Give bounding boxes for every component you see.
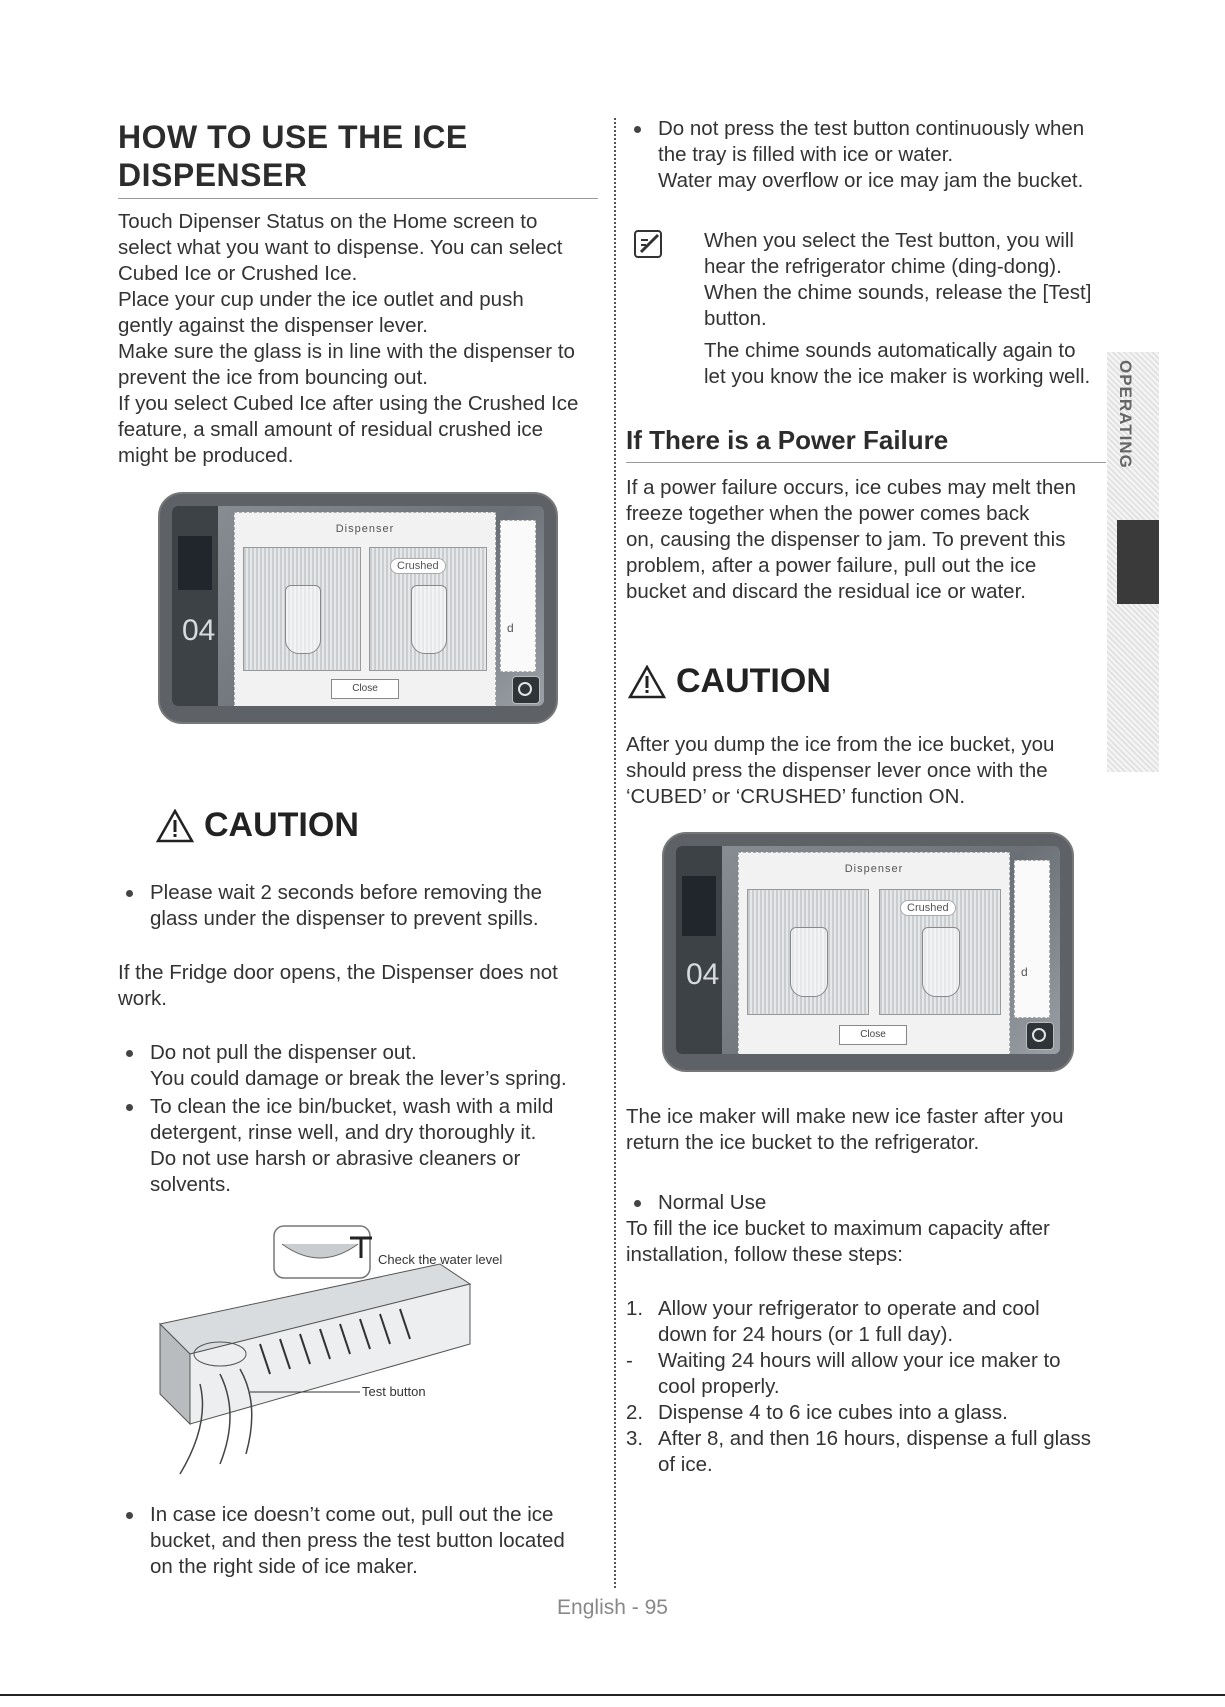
caution-line: After you dump the ice from the ice bucket, you	[626, 733, 1055, 756]
bullet-line: Do not pull the dispenser out.	[150, 1041, 417, 1064]
section-side-tab	[1107, 352, 1159, 772]
bullet-line: Please wait 2 seconds before removing the	[150, 881, 543, 904]
section-rule	[626, 462, 1106, 463]
cup-icon	[411, 585, 448, 654]
screen-sidebar	[676, 846, 722, 1054]
panel-letter: d	[507, 621, 514, 635]
panel-title: Dispenser	[335, 523, 395, 535]
warning-triangle-icon	[156, 809, 194, 843]
water-tray-icon	[282, 1244, 358, 1258]
right-panel	[1014, 860, 1050, 1018]
left-final-bullet	[118, 1502, 598, 1580]
note-line: When you select the Test button, you will	[704, 229, 1074, 252]
step-marker: 1.	[626, 1297, 644, 1320]
bullet-item	[626, 1190, 1106, 1216]
power-failure-section	[626, 424, 1106, 605]
note-line: work.	[118, 987, 167, 1010]
step-item	[626, 1426, 1106, 1478]
bullet-line: detergent, rinse well, and dry thoroughly it.	[150, 1121, 537, 1144]
step-item	[626, 1296, 1106, 1348]
step-line: down for 24 hours (or 1 full day).	[658, 1323, 954, 1346]
step-line: After 8, and then 16 hours, dispense a full glass	[658, 1427, 1092, 1450]
steps-list	[626, 1296, 1106, 1478]
power-failure-title: If There is a Power Failure	[626, 425, 949, 455]
bullet-line: the tray is filled with ice or water.	[658, 143, 954, 166]
bottom-border	[0, 1694, 1225, 1696]
intro-line: gently against the dispenser lever.	[118, 314, 428, 337]
cubed-tile[interactable]	[747, 889, 869, 1015]
dispenser-panel	[234, 512, 496, 706]
crushed-label: Crushed	[390, 558, 446, 574]
intro-line: select what you want to dispense. You can select	[118, 236, 563, 259]
bullet-line: You could damage or break the lever’s spring.	[150, 1067, 567, 1090]
right-caution-text	[626, 732, 1106, 810]
intro-line: feature, a small amount of residual crushed ice	[118, 418, 544, 441]
close-button[interactable]: Close	[331, 679, 399, 699]
bullet-item	[118, 880, 598, 932]
bullet-dot	[126, 890, 133, 897]
step-line: Dispense 4 to 6 ice cubes into a glass.	[658, 1401, 1008, 1424]
intro-line: prevent the ice from bouncing out.	[118, 366, 428, 389]
ice-maker-diagram	[150, 1224, 590, 1484]
note-line: button.	[704, 307, 767, 330]
water-level-label: Check the water level	[378, 1252, 503, 1267]
panel-letter: d	[1021, 965, 1028, 979]
caution-title: CAUTION	[204, 806, 359, 844]
bullet-dot	[126, 1050, 133, 1057]
tablet-screen	[172, 506, 544, 706]
bullet-line: solvents.	[150, 1173, 231, 1196]
caution-line: ‘CUBED’ or ‘CRUSHED’ function ON.	[626, 785, 966, 808]
cubed-tile[interactable]	[243, 547, 361, 671]
sidebar-number: 04	[686, 958, 720, 991]
fill-line: installation, follow these steps:	[626, 1243, 903, 1266]
cup-icon	[922, 927, 960, 997]
fridge-door-note	[118, 960, 598, 1012]
bullet-line: Do not use harsh or abrasive cleaners or	[150, 1147, 521, 1170]
step-item	[626, 1348, 1106, 1400]
bullet-line: bucket, and then press the test button located	[150, 1529, 565, 1552]
dispenser-screen-image	[158, 492, 558, 724]
dispenser-screen-image	[662, 832, 1074, 1072]
step-marker: 3.	[626, 1427, 644, 1450]
note-line: hear the refrigerator chime (ding-dong).	[704, 255, 1062, 278]
title-line-1: HOW TO USE THE ICE	[118, 119, 468, 155]
left-column	[118, 118, 598, 469]
sidebar-block	[682, 876, 716, 936]
caution-heading	[156, 806, 359, 845]
sidebar-block	[178, 536, 212, 590]
note-line: When the chime sounds, release the [Test]	[704, 281, 1092, 304]
bullet-line: on the right side of ice maker.	[150, 1555, 418, 1578]
step-line: of ice.	[658, 1453, 713, 1476]
bullet-item	[118, 1094, 598, 1198]
tablet-screen	[676, 846, 1060, 1054]
dispenser-icon[interactable]	[1026, 1022, 1054, 1050]
power-line: freeze together when the power comes back	[626, 502, 1030, 525]
bullet-line: Normal Use	[658, 1191, 767, 1214]
bullet-dot	[126, 1512, 133, 1519]
page-footer: English - 95	[557, 1596, 668, 1619]
after-line: return the ice bucket to the refrigerator.	[626, 1131, 980, 1154]
warning-triangle-icon	[628, 665, 666, 699]
left-caution-content	[118, 880, 598, 1198]
power-failure-text	[626, 475, 1106, 605]
cup-icon	[790, 927, 828, 997]
right-panel	[500, 520, 536, 672]
sidebar-number: 04	[182, 614, 216, 647]
cup-icon	[285, 585, 322, 654]
panel-title: Dispenser	[844, 863, 904, 875]
bullet-line: Do not press the test button continuously when	[658, 117, 1085, 140]
bullet-item	[118, 1502, 598, 1580]
note-icon	[632, 228, 666, 262]
dispenser-panel	[738, 852, 1010, 1054]
caution-title: CAUTION	[676, 662, 831, 700]
dispenser-icon[interactable]	[512, 676, 540, 704]
note-line: let you know the ice maker is working well.	[704, 365, 1091, 388]
column-divider	[614, 118, 616, 1588]
note-line: The chime sounds automatically again to	[704, 339, 1076, 362]
note-line: If the Fridge door opens, the Dispenser does not	[118, 961, 558, 984]
test-button-label: Test button	[362, 1384, 426, 1399]
after-line: The ice maker will make new ice faster after you	[626, 1105, 1064, 1128]
intro-line: Cubed Ice or Crushed Ice.	[118, 262, 358, 285]
title-line-2: DISPENSER	[118, 157, 308, 193]
crushed-label: Crushed	[900, 900, 956, 916]
bullet-dot	[634, 126, 641, 133]
step-item	[626, 1400, 1106, 1426]
page-title	[118, 118, 598, 194]
step-marker: -	[626, 1349, 633, 1372]
bullet-line: Water may overflow or ice may jam the bucket.	[658, 169, 1084, 192]
title-rule	[118, 198, 598, 199]
bullet-line: glass under the dispenser to prevent spills.	[150, 907, 539, 930]
screen-sidebar	[172, 506, 218, 706]
step-line: Waiting 24 hours will allow your ice maker to	[658, 1349, 1061, 1372]
step-marker: 2.	[626, 1401, 644, 1424]
bullet-dot	[634, 1200, 641, 1207]
power-line: If a power failure occurs, ice cubes may melt then	[626, 476, 1077, 499]
caution-heading	[628, 662, 831, 701]
side-tab-marker	[1117, 520, 1159, 604]
bullet-dot	[126, 1104, 133, 1111]
intro-line: If you select Cubed Ice after using the Crushed Ice	[118, 392, 579, 415]
intro-line: Make sure the glass is in line with the dispenser to	[118, 340, 575, 363]
crushed-tile[interactable]	[879, 889, 1001, 1015]
intro-line: Place your cup under the ice outlet and push	[118, 288, 524, 311]
caution-line: should press the dispenser lever once with the	[626, 759, 1048, 782]
fill-line: To fill the ice bucket to maximum capacity after	[626, 1217, 1050, 1240]
bullet-line: To clean the ice bin/bucket, wash with a mild	[150, 1095, 554, 1118]
water-level-marker	[350, 1238, 372, 1258]
bullet-item	[626, 116, 1106, 194]
step-line: cool properly.	[658, 1375, 780, 1398]
bullet-item	[118, 1040, 598, 1092]
intro-line: Touch Dipenser Status on the Home screen to	[118, 210, 538, 233]
right-top-content	[626, 116, 1106, 194]
power-line: bucket and discard the residual ice or water.	[626, 580, 1026, 603]
step-line: Allow your refrigerator to operate and cool	[658, 1297, 1040, 1320]
test-note	[704, 228, 1114, 390]
crushed-tile[interactable]	[369, 547, 487, 671]
side-tab-label: OPERATING	[1116, 360, 1135, 469]
intro-text	[118, 209, 598, 469]
power-line: problem, after a power failure, pull out the ice	[626, 554, 1037, 577]
power-line: on, causing the dispenser to jam. To prevent this	[626, 528, 1066, 551]
right-bottom-content	[626, 1104, 1106, 1478]
intro-line: might be produced.	[118, 444, 294, 467]
close-button[interactable]: Close	[839, 1025, 907, 1045]
bullet-line: In case ice doesn’t come out, pull out the ice	[150, 1503, 554, 1526]
